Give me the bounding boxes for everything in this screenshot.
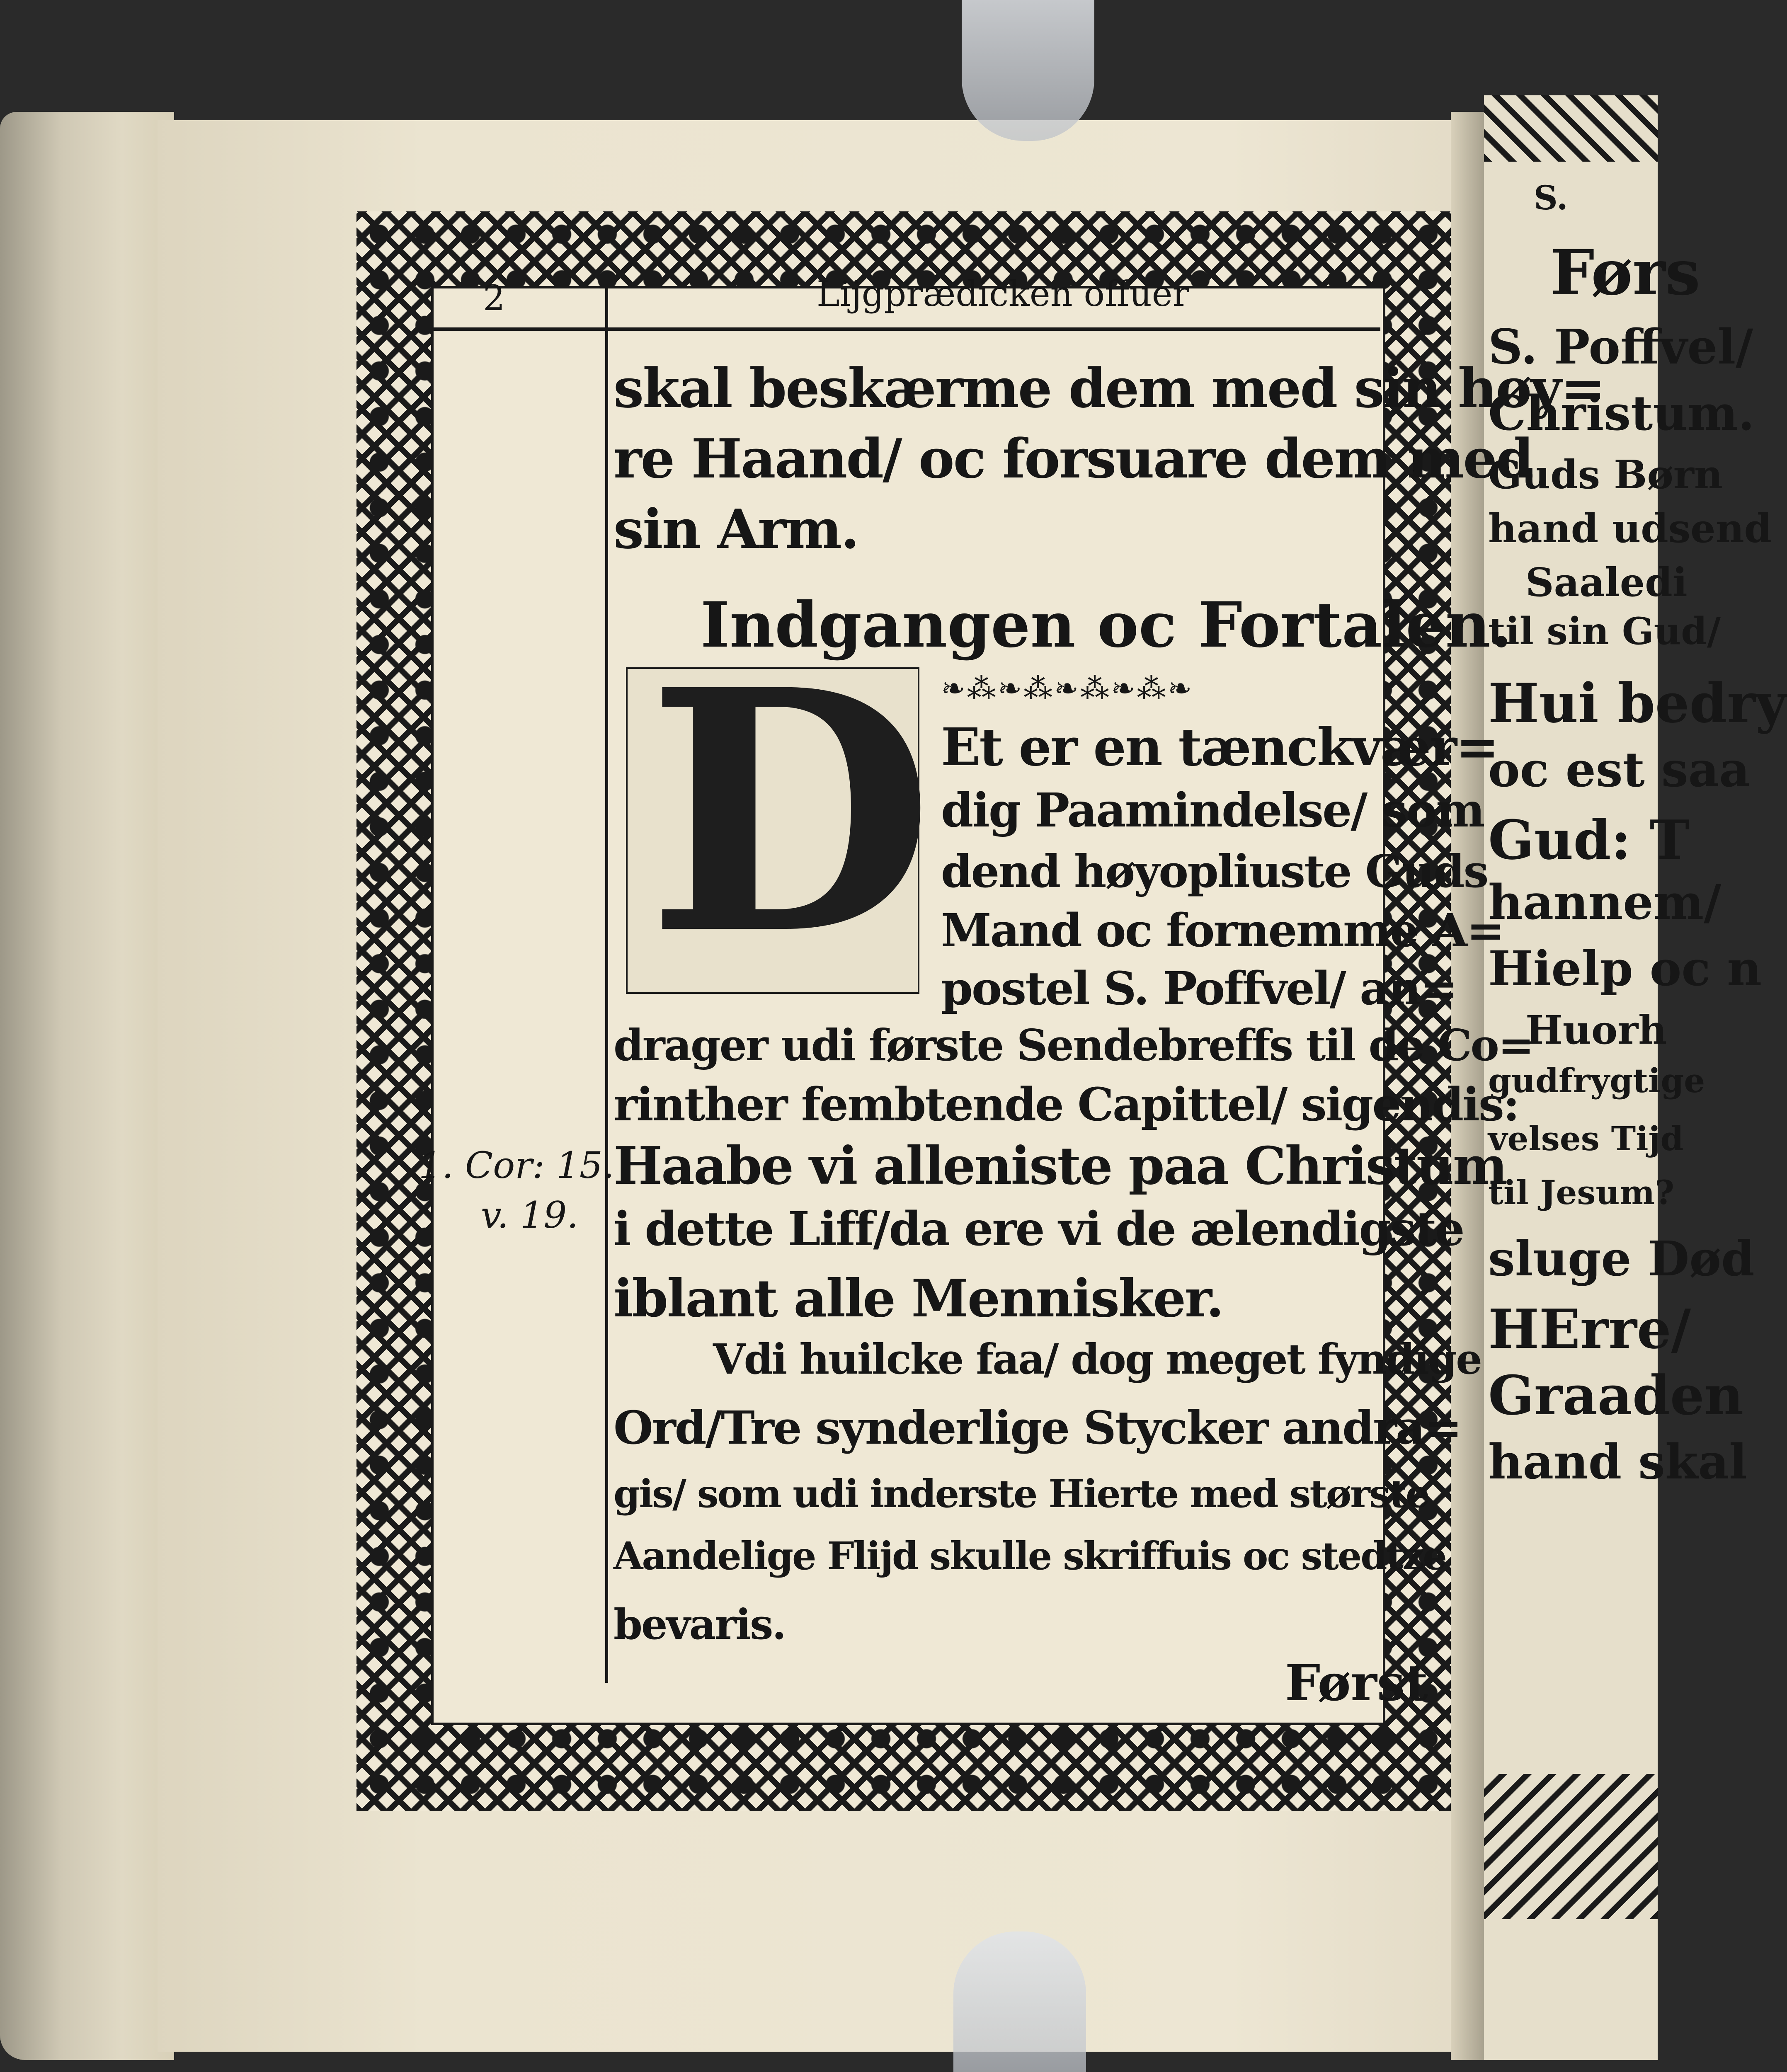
rp-line: Hui bedry [1488,671,1787,735]
rp-line: HErre/ [1488,1297,1691,1361]
text-line: Ord/Tre synderlige Stycker andra= [613,1401,1461,1454]
text-line: dend høyopliuste Guds [941,846,1488,898]
rp-line: oc est saa [1488,742,1750,798]
margin-column-rule [605,274,608,1683]
text-line: Aandelige Flijd skulle skriffuis oc stedtze [613,1534,1446,1578]
rp-line: til sin Gud/ [1488,609,1721,653]
rp-line: hand udsend [1488,506,1772,552]
rp-line: Christum. [1488,385,1755,441]
margin-reference: 1. Cor: 15. [419,1144,614,1187]
page-clip-bottom [953,1931,1086,2072]
rp-line: hannem/ [1488,875,1722,931]
rp-line: til Jesum? [1488,1173,1675,1212]
page-clip-top [962,0,1094,141]
running-title: Lijgprædicken offuer [817,274,1189,314]
book-fore-edge [0,112,174,2060]
text-line: skal beskærme dem med sin høy= [613,356,1605,420]
rp-line: sluge Død [1488,1231,1755,1287]
text-line: Mand oc fornemme A= [941,904,1504,957]
text-line: dig Paamindelse/ som [941,783,1484,838]
rp-line: Gud: T [1488,808,1690,872]
catchword: Først [1285,1654,1428,1712]
rp-line: Graaden [1488,1364,1744,1427]
section-heading: Indgangen oc Fortalen. [701,589,1512,662]
text-line: Et er en tænckvær= [941,717,1498,778]
text-line: Haabe vi alleniste paa Christum [613,1136,1507,1196]
page-number: 2 [483,278,505,318]
text-line: rinther fembtende Capittel/ sigendis: [613,1078,1519,1131]
text-line: re Haand/ oc forsuare dem med [613,427,1533,490]
rp-line: hand skal [1488,1434,1747,1490]
text-line: postel S. Poffvel/ an= [941,962,1457,1015]
decorated-initial: D [647,618,934,1007]
rp-line: Guds Børn [1488,452,1723,498]
ornament-rule: ❧⁂❧⁂❧⁂❧⁂❧ [941,671,1194,705]
rp-line: velses Tijd [1488,1119,1684,1158]
rp-line: S. Poffvel/ [1488,319,1753,375]
margin-reference: v. 19. [481,1194,579,1236]
rp-line: Førs [1550,236,1700,309]
text-line: sin Arm. [613,497,858,561]
rp-line: Huorh [1525,1007,1667,1053]
right-page-bottom-border [1484,1774,1658,1919]
text-line: gis/ som udi inderste Hierte med største [613,1471,1429,1516]
text-line: i dette Liff/da ere vi de ælendigste [613,1202,1464,1256]
running-head-rule [431,327,1380,331]
rp-line: gudfrygtige [1488,1061,1705,1100]
right-page-top-border [1484,95,1658,162]
text-line: iblant alle Mennisker. [613,1268,1223,1329]
text-line: Vdi huilcke faa/ dog meget fyndige [713,1335,1481,1384]
rp-line: Saaledi [1525,560,1688,606]
rp-line: S. [1534,178,1568,217]
rp-line: Hielp oc n [1488,941,1762,997]
text-line: drager udi første Sendebreffs til de Co= [613,1020,1533,1071]
text-line: bevaris. [613,1600,786,1649]
